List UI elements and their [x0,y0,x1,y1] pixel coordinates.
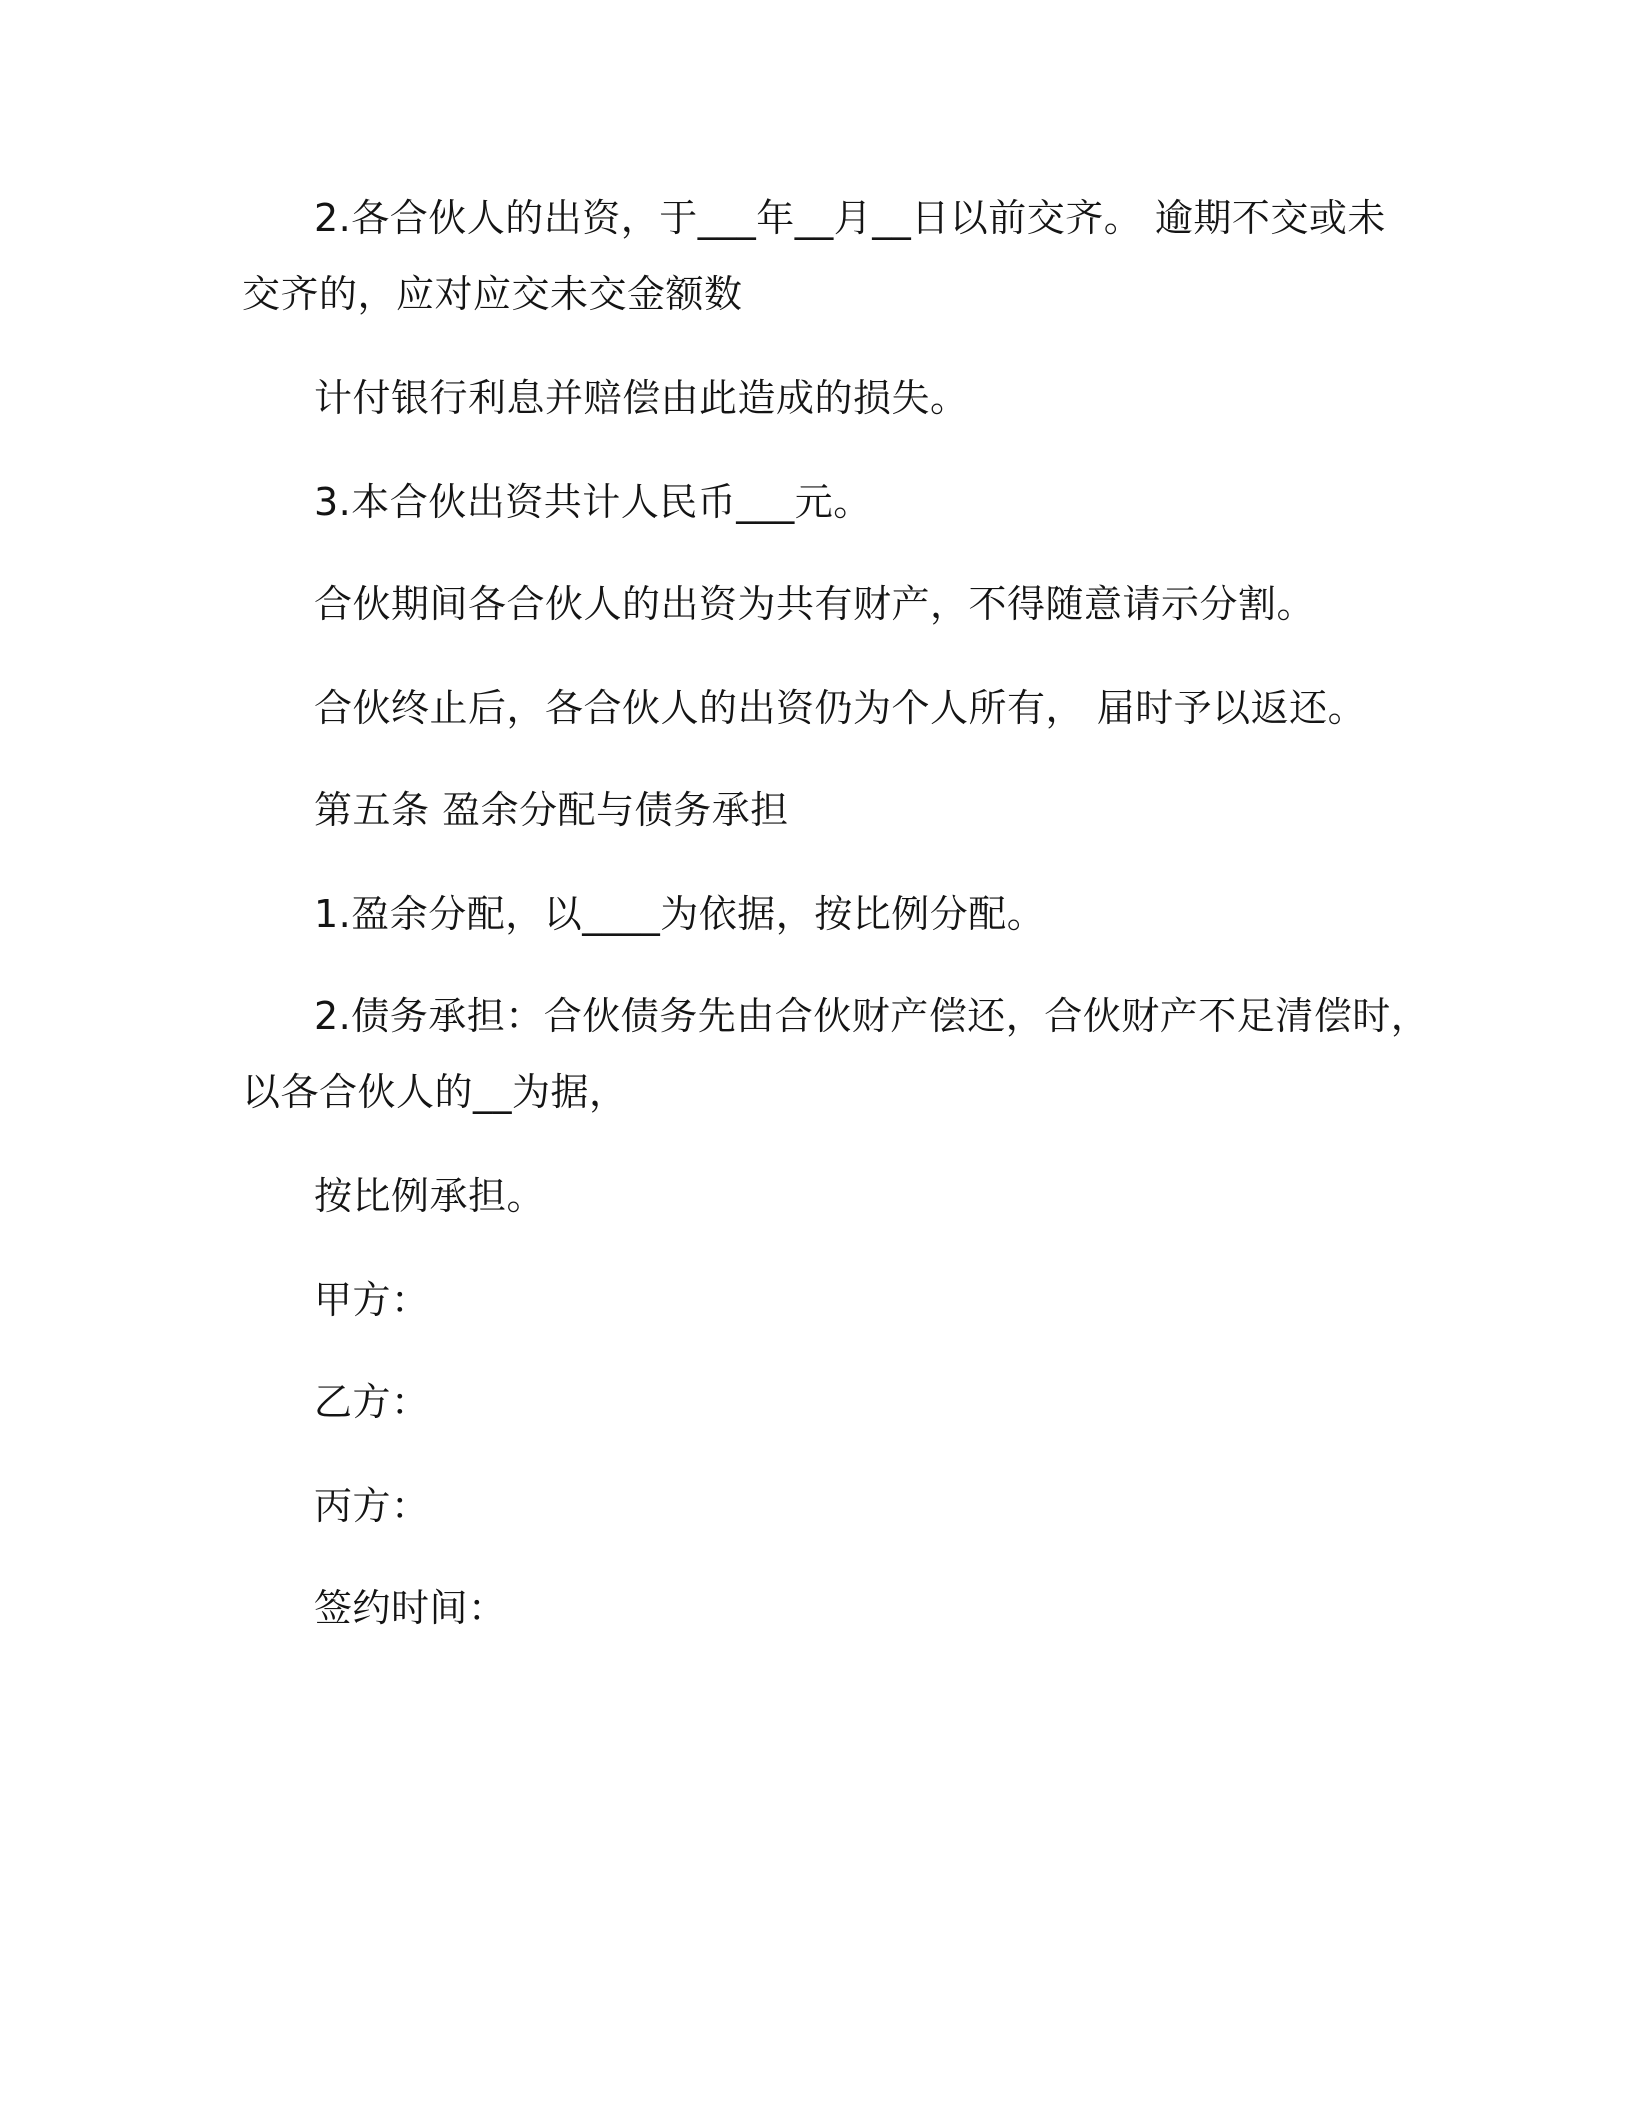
paragraph-contribution-deadline: 2.各合伙人的出资，于___年__月__日以前交齐。 逾期不交或未 [314,196,1386,240]
paragraph-total-contribution: 3.本合伙出资共计人民币___元。 [314,480,872,524]
paragraph-debt-bearing-cont: 以各合伙人的__为据， [242,1070,628,1114]
paragraph-interest-compensation: 计付银行利息并赔偿由此造成的损失。 [314,376,969,420]
paragraph-proportional: 按比例承担。 [314,1174,546,1218]
paragraph-profit-distribution: 1.盈余分配，以____为依据，按比例分配。 [314,892,1046,936]
signature-party-a: 甲方： [314,1278,430,1322]
signature-party-c: 丙方： [314,1484,430,1528]
section-heading-article-5: 第五条 盈余分配与债务承担 [314,788,789,832]
signing-date: 签约时间： [314,1586,507,1630]
signature-party-b: 乙方： [314,1380,430,1424]
paragraph-return-contribution: 合伙终止后，各合伙人的出资仍为个人所有， 届时予以返还。 [314,686,1367,730]
paragraph-contribution-deadline-cont: 交齐的，应对应交未交金额数 [242,272,743,316]
paragraph-common-property: 合伙期间各合伙人的出资为共有财产，不得随意请示分割。 [314,582,1316,626]
paragraph-debt-bearing: 2.债务承担：合伙债务先由合伙财产偿还，合伙财产不足清偿时， [314,994,1430,1038]
